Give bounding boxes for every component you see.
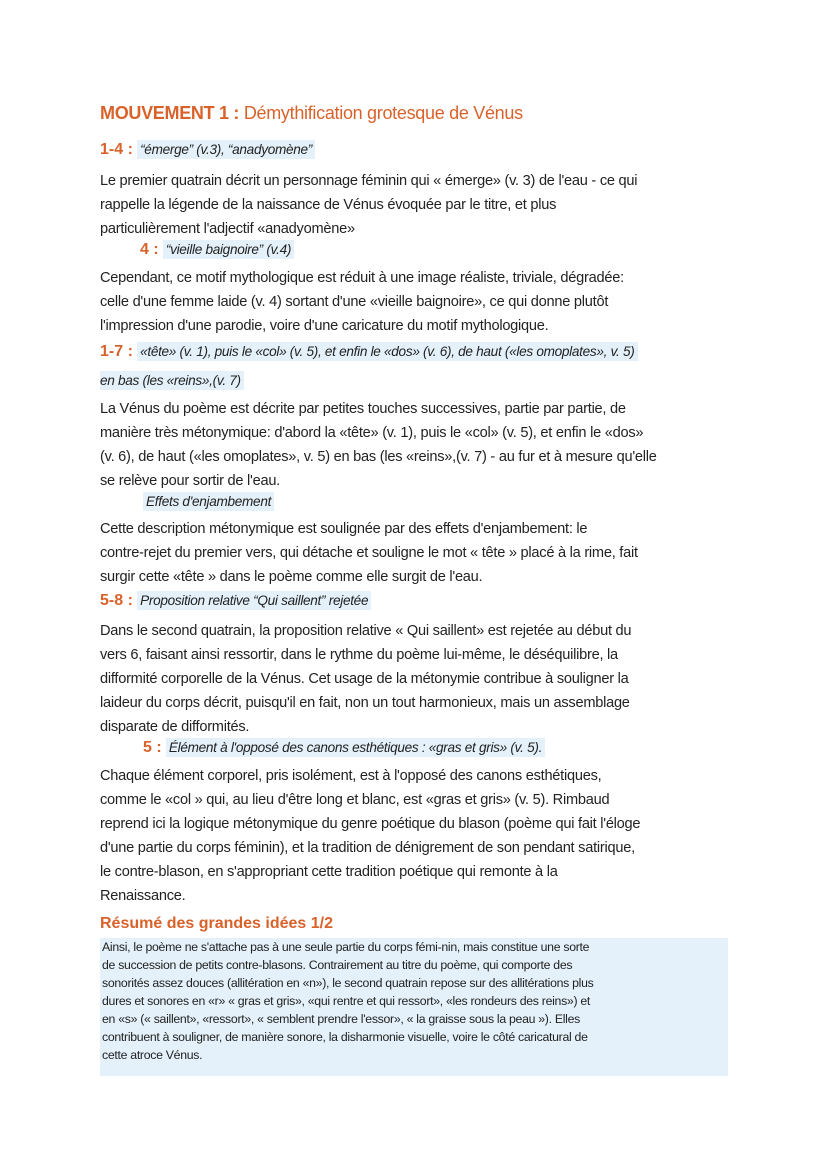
text-line: (v. 6), de haut («les omoplates», v. 5) en bas (les «reins»,(v. 7) - au fur et à mesure qu'elle <box>100 449 657 465</box>
text-line: d'une partie du corps féminin), et la tradition de dénigrement de son pendant satirique, <box>100 840 635 856</box>
paragraph-5 <box>100 764 640 908</box>
subheading-1-7 <box>100 340 638 364</box>
text-line: Renaissance. <box>100 888 186 904</box>
summary-box <box>100 938 728 1076</box>
text-line: sonorités assez douces (allitération en «n»), le second quatrain repose sur des allitérations plus <box>102 976 594 990</box>
subheading-4 <box>140 238 294 262</box>
text-line: de succession de petits contre-blasons. Contrairement au titre du poème, qui comporte des <box>102 958 573 972</box>
text-line: manière très métonymique: d'abord la «tête» (v. 1), puis le «col» (v. 5), et enfin le «dos» <box>100 425 644 441</box>
text-line: en «s» (« saillent», «ressort», « semblent prendre l'essor», « la graisse sous la peau »). Elles <box>102 1012 580 1026</box>
heading-label: MOUVEMENT 1 : <box>100 103 240 123</box>
verse-range: 5-8 : <box>100 592 133 609</box>
subheading-5 <box>143 736 545 760</box>
text-line: rappelle la légende de la naissance de Vénus évoquée par le titre, et plus <box>100 197 557 213</box>
text-line: le contre-blason, en s'appropriant cette tradition poétique qui remonte à la <box>100 864 558 880</box>
text-line: Ainsi, le poème ne s'attache pas à une seule partie du corps fémi-nin, mais constitue une sorte <box>102 940 590 954</box>
text-line: celle d'une femme laide (v. 4) sortant d'une «vieille baignoire», ce qui donne plutôt <box>100 294 609 310</box>
text-line: reprend ici la logique métonymique du genre poétique du blason (poème qui fait l'éloge <box>100 816 641 832</box>
verse-range: 1-4 : <box>100 141 133 158</box>
text-line: difformité corporelle de la Vénus. Cet usage de la métonymie contribue à souligner la <box>100 671 629 687</box>
verse-range: 1-7 : <box>100 343 133 360</box>
quote-highlight: “vieille baignoire” (v.4) <box>163 240 294 259</box>
text-line: Cependant, ce motif mythologique est réduit à une image réaliste, triviale, dégradée: <box>100 270 624 286</box>
summary-title: Résumé des grandes idées 1/2 <box>100 915 333 932</box>
text-line: particulièrement l'adjectif «anadyomène» <box>100 221 355 237</box>
verse-range: 5 : <box>143 739 162 756</box>
subheading-enjambement <box>143 490 274 514</box>
quote-highlight: en bas (les «reins»,(v. 7) <box>100 371 244 390</box>
subheading-5-8 <box>100 589 371 613</box>
text-line: cette atroce Vénus. <box>102 1048 203 1062</box>
text-line: Dans le second quatrain, la proposition relative « Qui saillent» est rejetée au début du <box>100 623 632 639</box>
text-line: se relève pour sortir de l'eau. <box>100 473 280 489</box>
paragraph-1-4 <box>100 169 637 241</box>
text-line: Chaque élément corporel, pris isolément, est à l'opposé des canons esthétiques, <box>100 768 602 784</box>
quote-highlight: Proposition relative “Qui saillent” rejetée <box>137 591 371 610</box>
verse-range: 4 : <box>140 241 159 258</box>
paragraph-4 <box>100 266 624 338</box>
text-line: La Vénus du poème est décrite par petites touches successives, partie par partie, de <box>100 401 626 417</box>
text-line: laideur du corps décrit, puisqu'il en fait, non un tout harmonieux, mais un assemblage <box>100 695 630 711</box>
quote-highlight: Effets d'enjambement <box>143 492 274 511</box>
quote-highlight: Élément à l'opposé des canons esthétiques : «gras et gris» (v. 5). <box>166 738 545 757</box>
text-line: disparate de difformités. <box>100 719 250 735</box>
section-heading <box>100 101 523 125</box>
subheading-1-7-cont <box>100 369 244 393</box>
text-line: surgir cette «tête » dans le poème comme elle surgit de l'eau. <box>100 569 483 585</box>
paragraph-1-7 <box>100 397 657 493</box>
text-line: vers 6, faisant ainsi ressortir, dans le rythme du poème lui-même, le déséquilibre, la <box>100 647 618 663</box>
heading-title: Démythification grotesque de Vénus <box>243 103 523 123</box>
quote-highlight: “émerge” (v.3), “anadyomène” <box>137 140 315 159</box>
text-line: dures et sonores en «r» « gras et gris», «qui rentre et qui ressort», «les rondeurs des reins») et <box>102 994 591 1008</box>
text-line: contribuent à souligner, de manière sonore, la disharmonie visuelle, voire le côté caricatural de <box>102 1030 588 1044</box>
paragraph-5-8 <box>100 619 631 739</box>
paragraph-enjambement <box>100 517 638 589</box>
subheading-1-4 <box>100 138 315 162</box>
quote-highlight: «tête» (v. 1), puis le «col» (v. 5), et enfin le «dos» (v. 6), de haut («les omoplates», v. 5) <box>137 342 637 361</box>
text-line: contre-rejet du premier vers, qui détache et souligne le mot « tête » placé à la rime, fait <box>100 545 638 561</box>
text-line: comme le «col » qui, au lieu d'être long et blanc, est «gras et gris» (v. 5). Rimbaud <box>100 792 610 808</box>
text-line: Cette description métonymique est soulignée par des effets d'enjambement: le <box>100 521 588 537</box>
text-line: l'impression d'une parodie, voire d'une caricature du motif mythologique. <box>100 318 549 334</box>
text-line: Le premier quatrain décrit un personnage féminin qui « émerge» (v. 3) de l'eau - ce qui <box>100 173 638 189</box>
